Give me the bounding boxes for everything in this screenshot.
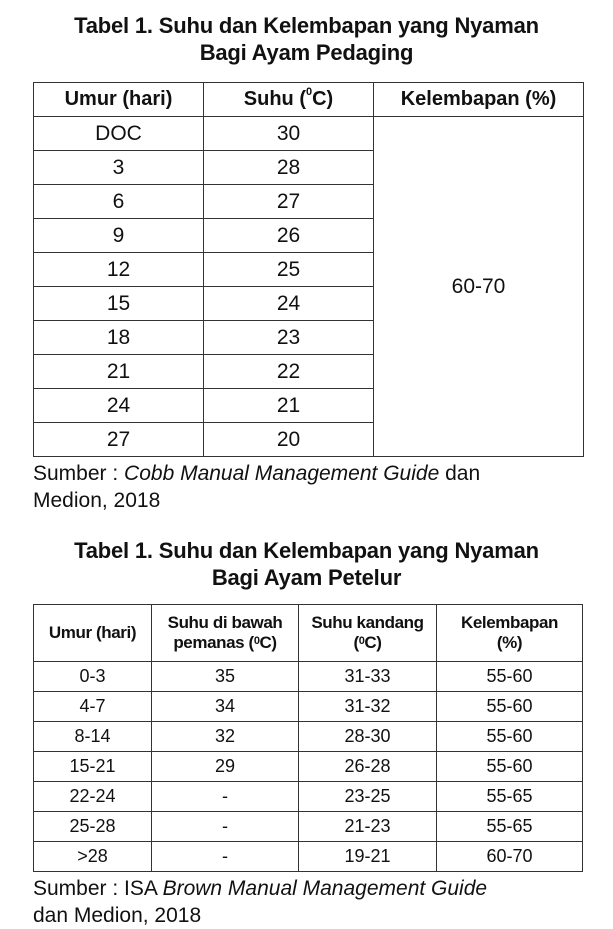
cage-cell: 31-32 <box>299 692 437 722</box>
table1-header-temp: Suhu ($^0$C) <box>204 83 374 117</box>
heater-cell: 34 <box>152 692 299 722</box>
age-cell: 4-7 <box>34 692 152 722</box>
table2-title-line1: Tabel 1. Suhu dan Kelembapan yang Nyaman <box>74 538 539 563</box>
heater-cell: 29 <box>152 752 299 782</box>
table2-header-heater-temp: Suhu di bawah pemanas ($^0$C) <box>152 605 299 662</box>
humidity-cell: 55-60 <box>437 752 583 782</box>
table2-title-line2: Bagi Ayam Petelur <box>211 565 402 590</box>
layer-table <box>33 604 583 872</box>
heater-cell: - <box>152 782 299 812</box>
table1-header-row <box>34 83 584 117</box>
table-row <box>34 782 583 812</box>
cage-cell: 23-25 <box>299 782 437 812</box>
age-cell: 0-3 <box>34 662 152 692</box>
table1-title-line1: Tabel 1. Suhu dan Kelembapan yang Nyaman <box>74 13 539 38</box>
temp-cell: 22 <box>204 355 374 389</box>
table2-header-humidity: Kelembapan (%) <box>437 605 583 662</box>
humidity-cell: 55-60 <box>437 722 583 752</box>
table2-source: Sumber : ISA Brown Manual Management Guide dan Medion, 2018 <box>33 877 488 927</box>
humidity-cell: 55-65 <box>437 812 583 842</box>
age-cell: 15 <box>34 287 204 321</box>
age-cell: DOC <box>34 117 204 151</box>
table2-header-age: Umur (hari) <box>34 605 152 662</box>
temp-cell: 24 <box>204 287 374 321</box>
table2-title <box>0 537 613 591</box>
age-cell: 8-14 <box>34 722 152 752</box>
table1-source: Sumber : Cobb Manual Management Guide dan Medion, 2018 <box>33 462 481 512</box>
temp-cell: 20 <box>204 423 374 457</box>
cage-cell: 21-23 <box>299 812 437 842</box>
table2-header-cage-temp: Suhu kandang ($^0$C) <box>299 605 437 662</box>
humidity-cell: 55-60 <box>437 692 583 722</box>
age-cell: 15-21 <box>34 752 152 782</box>
humidity-cell: 55-65 <box>437 782 583 812</box>
cage-cell: 19-21 <box>299 842 437 872</box>
table2-source-title: Brown Manual Management Guide <box>162 877 488 900</box>
table1-title-line2: Bagi Ayam Pedaging <box>199 40 414 65</box>
humidity-cell: 60-70 <box>374 117 584 457</box>
table-row <box>34 842 583 872</box>
heater-cell: - <box>152 842 299 872</box>
age-cell: 25-28 <box>34 812 152 842</box>
heater-cell: 35 <box>152 662 299 692</box>
age-cell: 22-24 <box>34 782 152 812</box>
temp-cell: 27 <box>204 185 374 219</box>
cage-cell: 26-28 <box>299 752 437 782</box>
temp-cell: 25 <box>204 253 374 287</box>
broiler-table <box>33 82 584 457</box>
table1-header-humidity: Kelembapan (%) <box>374 83 584 117</box>
age-cell: 6 <box>34 185 204 219</box>
temp-cell: 23 <box>204 321 374 355</box>
temp-cell: 21 <box>204 389 374 423</box>
temp-cell: 30 <box>204 117 374 151</box>
cage-cell: 28-30 <box>299 722 437 752</box>
age-cell: 27 <box>34 423 204 457</box>
temp-cell: 28 <box>204 151 374 185</box>
table-row <box>34 117 584 151</box>
table-row <box>34 722 583 752</box>
table2-header-row <box>34 605 583 662</box>
humidity-cell: 55-60 <box>437 662 583 692</box>
temp-cell: 26 <box>204 219 374 253</box>
table-row <box>34 692 583 722</box>
heater-cell: - <box>152 812 299 842</box>
humidity-cell: 60-70 <box>437 842 583 872</box>
age-cell: 18 <box>34 321 204 355</box>
table-row <box>34 662 583 692</box>
heater-cell: 32 <box>152 722 299 752</box>
table-row <box>34 752 583 782</box>
age-cell: 21 <box>34 355 204 389</box>
age-cell: 12 <box>34 253 204 287</box>
table1-header-age: Umur (hari) <box>34 83 204 117</box>
table1-source-title: Cobb Manual Management Guide <box>124 462 440 485</box>
age-cell: >28 <box>34 842 152 872</box>
table-row <box>34 812 583 842</box>
cage-cell: 31-33 <box>299 662 437 692</box>
age-cell: 3 <box>34 151 204 185</box>
age-cell: 24 <box>34 389 204 423</box>
table1-title <box>0 12 613 66</box>
age-cell: 9 <box>34 219 204 253</box>
